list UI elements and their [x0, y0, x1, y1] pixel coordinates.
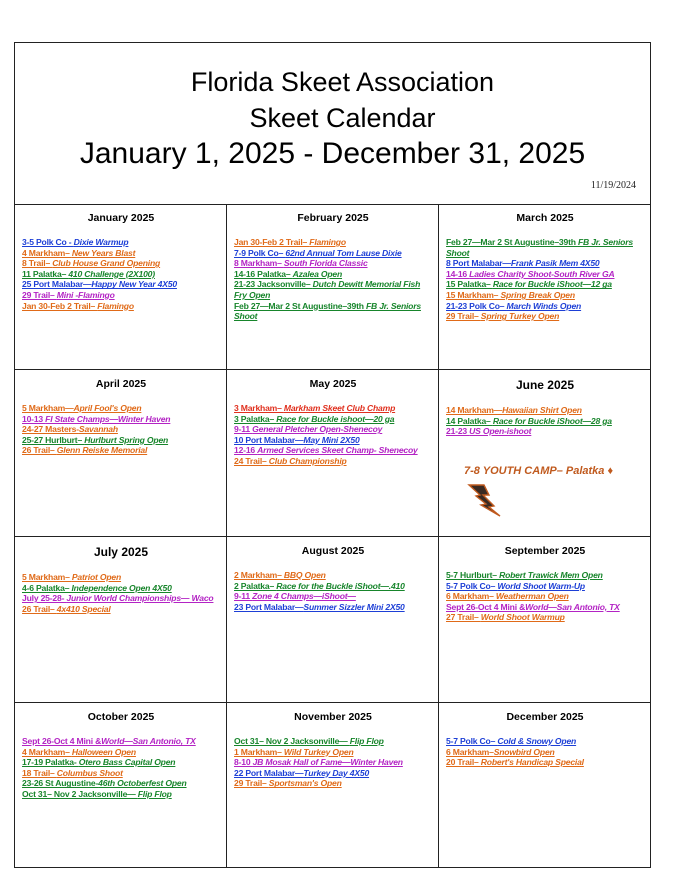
event-item[interactable]: [234, 570, 432, 581]
event-item[interactable]: [22, 445, 220, 456]
month-heading: July 2025: [93, 545, 149, 559]
event-date-location: Sept 26-Oct 4 Mini &: [22, 736, 102, 746]
event-name: Halloween Open: [71, 746, 136, 757]
event-name: FI State Champs—Winter Haven: [45, 413, 171, 424]
month-cell: [15, 204, 227, 370]
month-heading: December 2025: [506, 711, 584, 723]
event-name: Junior World Championships— Waco: [66, 593, 214, 604]
event-date-location: 15 Markham–: [446, 289, 501, 300]
event-date-location: 21-23 Jacksonville–: [234, 279, 313, 290]
event-item[interactable]: [22, 789, 220, 800]
event-date-location: 5-7 Hurlburt–: [446, 570, 500, 580]
event-item[interactable]: [446, 570, 644, 581]
event-name: Independence Open 4X50: [71, 582, 172, 593]
updated-date: 11/19/2024: [590, 180, 636, 191]
month-cell: [439, 703, 650, 867]
event-date-location: 25 Port Malabar—: [22, 279, 92, 290]
event-item[interactable]: [22, 604, 220, 615]
event-item[interactable]: [234, 403, 432, 414]
event-item[interactable]: [446, 426, 644, 437]
event-item[interactable]: [234, 778, 432, 789]
event-item[interactable]: [446, 581, 644, 592]
month-heading: November 2025: [294, 711, 372, 723]
event-item[interactable]: [22, 414, 220, 425]
event-item[interactable]: [234, 456, 432, 467]
event-date-location: 9-11: [234, 424, 253, 435]
event-item[interactable]: [234, 591, 432, 602]
event-date-location: 10 Port Malabar—: [234, 434, 304, 445]
event-item[interactable]: [22, 778, 220, 789]
event-item[interactable]: [234, 237, 432, 248]
month-cell: [227, 204, 439, 370]
event-name: Hawaiian Shirt Open: [502, 405, 582, 415]
event-date-location: 21-23: [446, 426, 470, 437]
event-item[interactable]: [22, 290, 220, 301]
event-item[interactable]: [446, 747, 644, 758]
event-name: Cold & Snowy Open: [497, 736, 577, 746]
month-heading: August 2025: [301, 545, 365, 557]
month-heading: September 2025: [504, 545, 586, 557]
event-date-location: 5-7 Polk Co–: [446, 736, 498, 746]
month-heading: June 2025: [515, 378, 575, 392]
event-date-location: 3 Palatka–: [234, 413, 277, 424]
event-name: Wild Turkey Open: [283, 746, 354, 757]
month-cell: [227, 537, 439, 703]
event-name: Hurlburt Spring Open: [84, 434, 169, 445]
event-date-location: 17-19 Palatka-: [22, 757, 79, 768]
event-item[interactable]: [234, 435, 432, 446]
calendar-sheet: [14, 42, 651, 868]
event-item[interactable]: [234, 279, 432, 300]
event-date-location: 4-6 Palatka–: [22, 582, 72, 593]
month-heading: February 2025: [297, 212, 369, 224]
event-item[interactable]: [234, 747, 432, 758]
event-date-location: Oct 31– Nov 2 Jacksonville—: [22, 788, 138, 799]
event-date-location: Jan 30-Feb 2 Trail–: [22, 300, 98, 311]
event-item[interactable]: [22, 747, 220, 758]
event-item[interactable]: [22, 258, 220, 269]
event-item[interactable]: [446, 736, 644, 747]
event-date-location: 14-16 Palatka–: [234, 268, 293, 279]
event-item[interactable]: [22, 237, 220, 248]
event-name: 46th Octoberfest Open: [98, 778, 187, 789]
event-item[interactable]: [234, 602, 432, 613]
event-name: Glenn Reiske Memorial: [56, 445, 148, 456]
event-name: 410 Challenge (2X100): [68, 268, 155, 279]
month-heading: March 2025: [516, 212, 574, 224]
month-heading: January 2025: [87, 212, 155, 224]
event-name: Otero Bass Capital Open: [78, 757, 176, 768]
event-name: US Open-ishoot: [469, 426, 532, 437]
event-item[interactable]: [446, 311, 644, 322]
event-item[interactable]: [446, 612, 644, 623]
event-date-location: 20 Trail–: [446, 757, 481, 768]
event-date-location: 25-27 Hurlburt–: [22, 434, 85, 445]
calendar-title: Skeet Calendar: [249, 103, 436, 133]
event-item[interactable]: [234, 258, 432, 269]
event-date-location: 2 Markham–: [234, 570, 284, 580]
event-name: Mini -Flamingo: [56, 289, 115, 300]
event-item[interactable]: [446, 602, 644, 613]
event-date-location: 7-9 Polk Co–: [234, 247, 286, 258]
event-date-location: 8 Port Malabar—: [446, 258, 511, 269]
event-name: Zone 4 Champs—iShoot—: [252, 591, 356, 602]
event-item[interactable]: [446, 301, 644, 312]
month-cell: [439, 537, 650, 703]
event-item[interactable]: [22, 593, 220, 604]
event-date-location: 12-16: [234, 445, 258, 456]
event-date-location: 23 Port Malabar—: [234, 601, 304, 612]
event-item[interactable]: [234, 768, 432, 779]
event-name: Dixie Warmup: [73, 237, 129, 247]
event-name: South Florida Classic: [283, 258, 368, 269]
event-date-location: 23-26 St Augustine-: [22, 778, 99, 789]
event-name: Robert Trawick Mem Open: [499, 570, 603, 580]
event-item[interactable]: [234, 248, 432, 259]
month-cell: [227, 703, 439, 867]
event-item[interactable]: [446, 591, 644, 602]
event-item[interactable]: [234, 269, 432, 280]
event-name: Sportsman's Open: [268, 778, 342, 789]
event-item[interactable]: [22, 248, 220, 259]
event-date-location: July 25-28-: [22, 593, 67, 604]
event-name: Armed Services Skeet Champ- Shenecoy: [257, 445, 418, 456]
event-name: Azalea Open: [292, 268, 343, 279]
event-date-location: 2 Palatka–: [234, 580, 277, 591]
event-item[interactable]: [234, 301, 432, 322]
event-date-location: 29 Trail–: [446, 311, 481, 322]
event-date-location: 4 Markham–: [22, 247, 72, 258]
event-date-location: Oct 31– Nov 2 Jacksonville—: [234, 736, 350, 746]
event-item[interactable]: [22, 269, 220, 280]
event-date-location: Jan 30-Feb 2 Trail–: [234, 237, 310, 247]
event-date-location: 15 Palatka–: [446, 279, 493, 290]
event-name: Savannah: [78, 424, 118, 435]
event-item[interactable]: [22, 279, 220, 290]
event-item[interactable]: [22, 583, 220, 594]
event-date-location: 29 Trail–: [234, 778, 269, 789]
event-name: 4x410 Special: [56, 603, 111, 614]
event-item[interactable]: [22, 572, 220, 583]
event-date-location: 24 Trail–: [234, 455, 269, 466]
event-date-location: 5 Markham—: [22, 403, 74, 413]
month-heading: April 2025: [95, 378, 147, 390]
event-name: April Fool's Open: [73, 403, 142, 413]
event-name: World Shoot Warmup: [480, 612, 565, 623]
event-item[interactable]: [22, 736, 220, 747]
event-date-location: Sept 26-Oct 4 Mini &: [446, 601, 526, 612]
event-date-location: 10-13: [22, 413, 46, 424]
event-item[interactable]: [22, 301, 220, 312]
event-name: Club House Grand Opening: [52, 258, 161, 269]
event-date-location: 29 Trail–: [22, 289, 57, 300]
event-item[interactable]: [22, 435, 220, 446]
event-date-location: 26 Trail–: [22, 445, 57, 456]
event-name: Robert's Handicap Special: [480, 757, 584, 768]
event-name: Summer Sizzler Mini 2X50: [303, 601, 405, 612]
month-cell: [15, 703, 227, 867]
event-name: World—San Antonio, TX: [101, 736, 196, 746]
event-name: Race for Buckle iShoot—28 ga: [492, 415, 612, 426]
event-date-location: 5 Markham–: [22, 572, 72, 582]
event-name: Snowbird Open: [493, 746, 555, 757]
event-date-location: 1 Markham–: [234, 746, 284, 757]
event-date-location: 18 Trail–: [22, 767, 57, 778]
event-date-location: 6 Markham–: [446, 746, 494, 757]
event-date-location: 6 Markham–: [446, 591, 496, 602]
event-name: FB Jr. Seniors Shoot: [446, 237, 633, 258]
event-name: BBQ Open: [283, 570, 326, 580]
event-item[interactable]: [234, 424, 432, 435]
event-name: Happy New Year 4X50: [91, 279, 177, 290]
event-name: New Years Blast: [71, 247, 136, 258]
event-item[interactable]: [446, 279, 644, 290]
event-name: March Winds Open: [506, 300, 582, 311]
event-name: May Mini 2X50: [303, 434, 360, 445]
event-name: Spring Break Open: [500, 289, 575, 300]
event-date-location: 8 Trail–: [22, 258, 53, 269]
event-name: Ladies Charity Shoot-South River GA: [469, 268, 615, 279]
event-date-location: 14 Palatka–: [446, 415, 493, 426]
event-item[interactable]: [234, 414, 432, 425]
event-item[interactable]: [22, 757, 220, 768]
event-name: Flip Flop: [349, 736, 384, 746]
event-name: Flamingo: [309, 237, 346, 247]
event-date-location: 5-7 Polk Co–: [446, 580, 498, 591]
event-date-location: 8-10: [234, 757, 253, 768]
event-item[interactable]: [446, 258, 644, 269]
event-date-location: 14-16: [446, 268, 470, 279]
event-name: Club Championship: [268, 455, 347, 466]
association-title: Florida Skeet Association: [190, 67, 495, 97]
event-date-location: Feb 27—Mar 2 St Augustine–39th: [234, 300, 366, 311]
calendar-header: [15, 43, 650, 205]
month-cell: [227, 370, 439, 537]
event-name: Race for Buckle iShoot—12 ga: [492, 279, 612, 290]
youth-camp-note: 7-8 YOUTH CAMP– Palatka ♦: [464, 465, 614, 477]
month-cell: [439, 370, 650, 537]
lightning-bolt-icon: [467, 482, 503, 518]
event-item[interactable]: [446, 416, 644, 427]
event-name: Spring Turkey Open: [480, 311, 560, 322]
event-date-location: 3 Markham–: [234, 403, 284, 413]
event-name: Flamingo: [97, 300, 134, 311]
event-item[interactable]: [446, 757, 644, 768]
event-name: FB Jr. Seniors Shoot: [234, 300, 421, 322]
event-date-location: 11 Palatka–: [22, 268, 69, 279]
event-name: Dutch Dewitt Memorial Fish Fry Open: [234, 279, 421, 300]
month-cell: [15, 537, 227, 703]
event-item[interactable]: [22, 403, 220, 414]
event-item[interactable]: [22, 768, 220, 779]
event-name: Patriot Open: [71, 572, 122, 582]
event-item[interactable]: [234, 757, 432, 768]
event-date-location: 27 Trail–: [446, 612, 481, 623]
month-heading: October 2025: [87, 711, 155, 723]
date-range-title: January 1, 2025 - December 31, 2025: [79, 137, 586, 170]
month-cell: [15, 370, 227, 537]
event-date-location: 4 Markham–: [22, 746, 72, 757]
month-grid: [15, 204, 650, 867]
event-name: JB Mosak Hall of Fame—Winter Haven: [252, 757, 403, 768]
event-item[interactable]: [446, 237, 644, 258]
event-date-location: 22 Port Malabar—: [234, 767, 304, 778]
event-name: Race for the Buckle iShoot—.410: [276, 580, 405, 591]
event-item[interactable]: [234, 581, 432, 592]
event-item[interactable]: [446, 405, 644, 416]
event-item[interactable]: [22, 424, 220, 435]
event-name: Race for Buckle ishoot—20 ga: [276, 413, 395, 424]
month-heading: May 2025: [309, 378, 357, 390]
event-date-location: 24-27 Masters-: [22, 424, 79, 435]
event-name: World Shoot Warm-Up: [497, 580, 585, 591]
event-item[interactable]: [234, 736, 432, 747]
event-date-location: 14 Markham—: [446, 405, 503, 415]
month-cell: [439, 204, 650, 370]
event-date-location: 8 Markham–: [234, 258, 284, 269]
event-name: 62nd Annual Tom Lause Dixie: [285, 247, 402, 258]
event-date-location: Feb 27—Mar 2 St Augustine–39th: [446, 237, 578, 247]
event-name: World—San Antonio, TX: [525, 601, 620, 612]
event-name: Weatherman Open: [495, 591, 569, 602]
event-date-location: 21-23 Polk Co–: [446, 300, 507, 311]
event-name: Frank Pasik Mem 4X50: [510, 258, 600, 269]
event-item[interactable]: [234, 445, 432, 456]
event-name: Turkey Day 4X50: [303, 767, 370, 778]
event-date-location: 9-11: [234, 591, 253, 602]
event-date-location: 26 Trail–: [22, 603, 57, 614]
event-name: Markham Skeet Club Champ: [283, 403, 396, 413]
event-name: Columbus Shoot: [56, 767, 123, 778]
event-name: General Pletcher Open-Shenecoy: [252, 424, 383, 435]
event-item[interactable]: [446, 269, 644, 280]
event-name: Flip Flop: [137, 788, 172, 799]
event-item[interactable]: [446, 290, 644, 301]
event-date-location: 3-5 Polk Co -: [22, 237, 74, 247]
